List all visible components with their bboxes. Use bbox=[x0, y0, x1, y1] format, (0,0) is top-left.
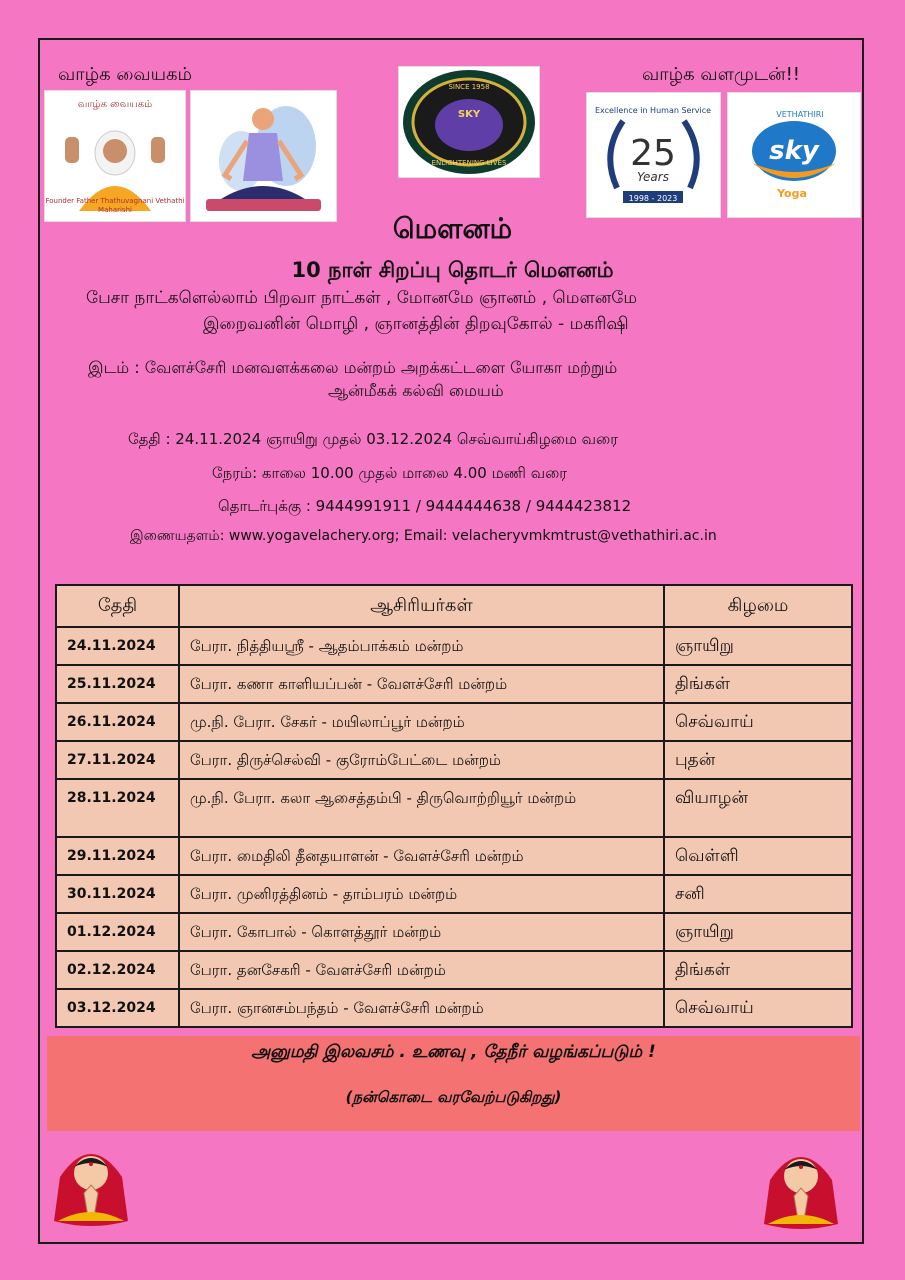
row-day: செவ்வாய் bbox=[664, 703, 852, 741]
anniversary-years: Years bbox=[637, 170, 669, 184]
row-day: ஞாயிறு bbox=[664, 913, 852, 951]
row-day: ஞாயிறு bbox=[664, 627, 852, 665]
row-date: 29.11.2024 bbox=[56, 837, 179, 875]
namaste-woman-icon bbox=[50, 1137, 132, 1227]
sky-yoga-icon bbox=[728, 93, 860, 217]
row-date: 02.12.2024 bbox=[56, 951, 179, 989]
row-teacher: பேரா. கோபால் - கொளத்தூர் மன்றம் bbox=[179, 913, 664, 951]
logo-since-text: SINCE 1958 bbox=[448, 83, 490, 91]
table-row bbox=[56, 837, 852, 875]
quote-line-2: இறைவனின் மொழி , ஞானத்தின் திறவுகோல் - மகரிஷி bbox=[203, 314, 629, 334]
venue-line-1: இடம் : வேளச்சேரி மனவளக்கலை மன்றம் அறக்கட்டளை யோகா மற்றும் bbox=[88, 358, 618, 377]
table-row bbox=[56, 741, 852, 779]
row-day: சனி bbox=[664, 875, 852, 913]
venue-line-2: ஆன்மீகக் கல்வி மையம் bbox=[328, 381, 504, 400]
row-day: வெள்ளி bbox=[664, 837, 852, 875]
schedule-table bbox=[55, 584, 853, 1028]
table-row bbox=[56, 951, 852, 989]
row-date: 25.11.2024 bbox=[56, 665, 179, 703]
row-day: புதன் bbox=[664, 741, 852, 779]
row-teacher: பேரா. கணா காளியப்பன் - வேளச்சேரி மன்றம் bbox=[179, 665, 664, 703]
anniversary-badge bbox=[586, 92, 721, 218]
sky-logo bbox=[398, 66, 540, 178]
anniversary-range: 1998 - 2023 bbox=[628, 194, 678, 203]
footer-box bbox=[47, 1036, 860, 1131]
row-date: 26.11.2024 bbox=[56, 703, 179, 741]
website-email: இணையதளம்: www.yogavelachery.org; Email: velacheryvmkmtrust@vethathiri.ac.in bbox=[130, 528, 717, 544]
footer-line-2: (நன்கொடை வரவேற்படுகிறது) bbox=[345, 1088, 562, 1106]
header-teacher: ஆசிரியர்கள் bbox=[179, 585, 664, 627]
anniversary-number: 25 bbox=[630, 133, 676, 174]
table-row bbox=[56, 627, 852, 665]
yoga-illustration bbox=[190, 90, 337, 222]
row-date: 27.11.2024 bbox=[56, 741, 179, 779]
sky-emblem-icon bbox=[399, 67, 539, 177]
row-date: 24.11.2024 bbox=[56, 627, 179, 665]
row-teacher: பேரா. ஞானசம்பந்தம் - வேளச்சேரி மன்றம் bbox=[179, 989, 664, 1027]
greeting-right: வாழ்க வளமுடன்!! bbox=[642, 64, 801, 85]
sky-brand-top: VETHATHIRI bbox=[776, 110, 824, 119]
table-row bbox=[56, 875, 852, 913]
logo-sky-text: SKY bbox=[457, 109, 481, 120]
sky-brand-sub: Yoga bbox=[777, 187, 807, 200]
laurel-wreath-icon bbox=[587, 93, 720, 217]
table-row bbox=[56, 989, 852, 1027]
row-day: திங்கள் bbox=[664, 665, 852, 703]
contact-numbers: தொடர்புக்கு : 9444991911 / 9444444638 / 9444423812 bbox=[218, 497, 632, 515]
event-dates: தேதி : 24.11.2024 ஞாயிறு முதல் 03.12.2024 செவ்வாய்கிழமை வரை bbox=[128, 430, 618, 448]
row-day: திங்கள் bbox=[664, 951, 852, 989]
namaste-woman-icon bbox=[760, 1140, 842, 1230]
row-day: வியாழன் bbox=[664, 779, 852, 837]
founder-photo-caption-top: வாழ்க வையகம் bbox=[77, 99, 153, 110]
logo-enlightening-text: ENLIGHTENING LIVES bbox=[431, 159, 507, 167]
event-time: நேரம்: காலை 10.00 முதல் மாலை 4.00 மணி வரை bbox=[212, 464, 568, 482]
row-date: 28.11.2024 bbox=[56, 779, 179, 837]
page-title: மௌனம் bbox=[392, 212, 513, 245]
greeting-left: வாழ்க வையகம் bbox=[58, 64, 193, 85]
row-teacher: பேரா. திருச்செல்வி - குரோம்பேட்டை மன்றம் bbox=[179, 741, 664, 779]
table-row bbox=[56, 703, 852, 741]
founder-photo-caption-bottom: Founder Father Thathuvagnani Vethathi Maharishi bbox=[45, 197, 185, 214]
row-teacher: பேரா. மைதிலி தீனதயாளன் - வேளச்சேரி மன்றம் bbox=[179, 837, 664, 875]
table-row bbox=[56, 779, 852, 837]
footer-line-1: அனுமதி இலவசம் . உணவு , தேநீர் வழங்கப்படும் ! bbox=[251, 1042, 656, 1062]
row-teacher: பேரா. முனிரத்தினம் - தாம்பரம் மன்றம் bbox=[179, 875, 664, 913]
row-date: 01.12.2024 bbox=[56, 913, 179, 951]
row-teacher: மு.நி. பேரா. கலா ஆசைத்தம்பி - திருவொற்றியூர் மன்றம் bbox=[179, 779, 664, 837]
sky-brand-text: sky bbox=[769, 136, 819, 166]
meditation-icon bbox=[191, 91, 336, 221]
row-date: 03.12.2024 bbox=[56, 989, 179, 1027]
founder-photo bbox=[44, 90, 186, 222]
row-teacher: பேரா. நித்தியஸ்ரீ - ஆதம்பாக்கம் மன்றம் bbox=[179, 627, 664, 665]
header-day: கிழமை bbox=[664, 585, 852, 627]
schedule-header-row bbox=[56, 585, 852, 627]
page-subtitle: 10 நாள் சிறப்பு தொடர் மௌனம் bbox=[291, 258, 614, 282]
row-day: செவ்வாய் bbox=[664, 989, 852, 1027]
header-date: தேதி bbox=[56, 585, 179, 627]
quote-line-1: பேசா நாட்களெல்லாம் பிறவா நாட்கள் , மோனமே ஞானம் , மௌனமே bbox=[86, 288, 638, 308]
anniversary-title: Excellence in Human Service bbox=[594, 106, 712, 115]
row-teacher: மு.நி. பேரா. சேகர் - மயிலாப்பூர் மன்றம் bbox=[179, 703, 664, 741]
sky-yoga-logo bbox=[727, 92, 861, 218]
table-row bbox=[56, 665, 852, 703]
row-teacher: பேரா. தனசேகரி - வேளச்சேரி மன்றம் bbox=[179, 951, 664, 989]
table-row bbox=[56, 913, 852, 951]
row-date: 30.11.2024 bbox=[56, 875, 179, 913]
